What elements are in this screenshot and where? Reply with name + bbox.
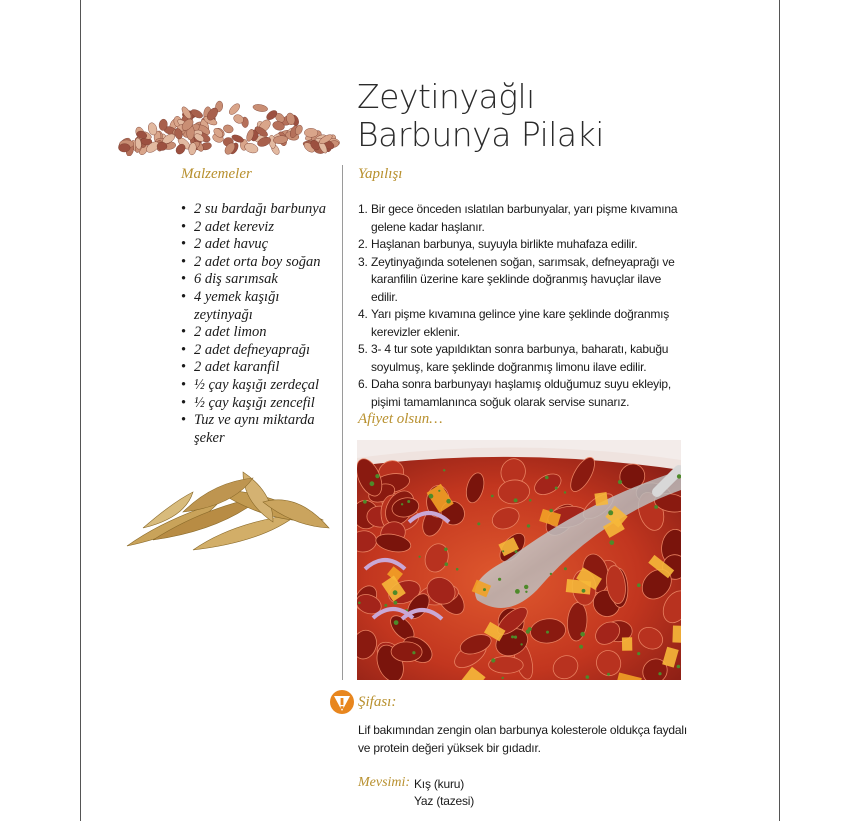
carrot-piece — [566, 579, 592, 595]
parsley-fleck — [525, 591, 527, 593]
parsley-fleck — [429, 494, 434, 499]
page-border-right — [779, 0, 780, 821]
parsley-fleck — [394, 601, 398, 605]
parsley-fleck — [401, 503, 403, 505]
parsley-fleck — [407, 500, 410, 503]
step-number: 4. — [358, 307, 368, 321]
ingredient-item: • 6 diş sarımsak — [181, 271, 341, 289]
parsley-fleck — [514, 636, 517, 639]
parsley-fleck — [444, 548, 448, 552]
parsley-fleck — [549, 509, 553, 513]
method-heading: Yapılışı — [358, 166, 403, 182]
warning-icon — [329, 689, 355, 715]
mevsim-label: Mevsimi: — [358, 775, 411, 790]
parsley-fleck — [491, 658, 495, 662]
ingredient-item: • 2 adet orta boy soğan — [181, 254, 341, 272]
afiyet-olsun-text: Afiyet olsun… — [358, 411, 443, 427]
method-step — [358, 376, 688, 411]
method-step — [358, 306, 688, 341]
parsley-fleck — [654, 505, 658, 509]
ingredient-item: • ½ çay kaşığı zencefil — [181, 395, 341, 413]
parsley-fleck — [564, 567, 567, 570]
parsley-fleck — [582, 589, 586, 593]
step-number: 5. — [358, 342, 368, 356]
step-number: 3. — [358, 254, 368, 269]
mevsim-value: Yaz (tazesi) — [414, 794, 475, 808]
ingredient-item: • 2 adet limon — [181, 324, 341, 342]
parsley-fleck — [514, 498, 518, 502]
bean-shape — [304, 128, 318, 137]
parsley-fleck — [515, 550, 518, 553]
method-step — [358, 341, 688, 376]
ingredient-item: • Tuz ve aynı miktarda şeker — [181, 412, 322, 447]
parsley-fleck — [483, 588, 486, 591]
parsley-fleck — [456, 568, 459, 571]
step-text: Bir gece önceden ıslatılan barbunyalar, yarı pişme kıvamına gelene kadar haşlanır. — [371, 202, 678, 234]
title-line-1: Zeytinyağlı — [357, 77, 535, 116]
page-border-left — [80, 0, 81, 821]
step-number: 6. — [358, 377, 368, 391]
parsley-fleck — [529, 499, 532, 502]
ingredient-item: • 2 adet defneyaprağı — [181, 342, 341, 360]
parsley-fleck — [564, 491, 566, 493]
parsley-fleck — [445, 562, 449, 566]
parsley-fleck — [491, 495, 494, 498]
parsley-fleck — [438, 490, 440, 492]
parsley-fleck — [515, 589, 520, 594]
column-divider — [342, 165, 343, 680]
parsley-fleck — [555, 487, 558, 490]
parsley-fleck — [502, 550, 504, 552]
parsley-fleck — [419, 556, 421, 558]
ingredient-item: • 4 yemek kaşığı zeytinyağı — [181, 289, 299, 324]
bay-leaves-image — [123, 462, 335, 552]
parsley-fleck — [363, 500, 367, 504]
parsley-fleck — [520, 643, 522, 645]
step-text: Daha sonra barbunyayı haşlamış olduğumuz suyu ekleyip, pişimi tamamlanınca soğuk olarak servise sunarız. — [371, 377, 672, 409]
method-steps — [358, 201, 688, 411]
parsley-fleck — [446, 499, 451, 504]
carrot-piece — [672, 626, 681, 644]
parsley-fleck — [443, 469, 445, 471]
parsley-fleck — [545, 476, 549, 480]
method-step — [358, 236, 688, 254]
parsley-fleck — [393, 590, 398, 595]
parsley-fleck — [546, 631, 549, 634]
parsley-fleck — [618, 480, 622, 484]
parsley-fleck — [677, 665, 681, 669]
step-text: Haşlanan barbunya, suyuyla birlikte muhafaza edilir. — [371, 237, 638, 251]
step-number: 2. — [358, 237, 368, 251]
photo-bean-shape — [391, 642, 422, 662]
parsley-fleck — [527, 524, 530, 527]
ingredients-heading: Malzemeler — [181, 166, 252, 182]
parsley-fleck — [358, 602, 361, 605]
title-line-2: Barbunya Pilaki — [357, 115, 604, 154]
parsley-fleck — [637, 583, 641, 587]
ingredients-list — [181, 201, 341, 447]
parsley-fleck — [370, 481, 375, 486]
ingredient-item: • 2 adet kereviz — [181, 219, 341, 237]
parsley-fleck — [608, 510, 613, 515]
sifa-text: Lif bakımından zengin olan barbunya kolesterole oldukça faydalı ve protein değeri yüksek bir gıdadır. — [358, 723, 687, 755]
parsley-fleck — [524, 585, 528, 589]
page-title — [357, 78, 604, 154]
parsley-fleck — [526, 630, 530, 634]
bean-shape — [227, 102, 241, 117]
parsley-fleck — [579, 645, 583, 649]
mevsim-values — [414, 776, 474, 810]
pilaki-photo — [357, 440, 681, 680]
parsley-fleck — [498, 578, 501, 581]
step-text: Zeytinyağında sotelenen soğan, sarımsak, defneyaprağı ve karanfilin üzerine kare şeklinde doğranmış havuçlar ilave edilir. — [371, 254, 675, 304]
parsley-fleck — [609, 540, 614, 545]
parsley-fleck — [384, 604, 387, 607]
parsley-fleck — [580, 632, 585, 637]
method-step — [358, 201, 688, 236]
ingredient-item: • 2 su bardağı barbunya — [181, 201, 341, 219]
ingredient-item: • 2 adet havuç — [181, 236, 341, 254]
step-text: 3- 4 tur sote yapıldıktan sonra barbunya, baharatı, kabuğu soyulmuş, kare şeklinde doğranmış limonu ilave edilir. — [371, 342, 669, 374]
parsley-fleck — [375, 474, 379, 478]
parsley-fleck — [658, 672, 661, 675]
sifa-heading: Şifası: — [358, 694, 397, 710]
parsley-fleck — [412, 651, 415, 654]
beans-image — [116, 92, 346, 156]
parsley-fleck — [502, 677, 504, 679]
parsley-fleck — [477, 522, 480, 525]
parsley-fleck — [637, 652, 640, 655]
carrot-piece — [622, 637, 632, 650]
parsley-fleck — [550, 573, 552, 575]
ingredient-item: • 2 adet karanfil — [181, 359, 341, 377]
step-number: 1. — [358, 202, 368, 216]
step-text: Yarı pişme kıvamına gelince yine kare şeklinde doğranmış kerevizler eklenir. — [371, 307, 670, 339]
ingredient-item: • ½ çay kaşığı zerdeçal — [181, 377, 341, 395]
bean-shape — [252, 103, 268, 112]
method-step — [358, 254, 688, 307]
parsley-fleck — [586, 675, 590, 679]
parsley-fleck — [607, 673, 610, 676]
carrot-piece — [594, 492, 608, 506]
parsley-fleck — [394, 620, 399, 625]
mevsim-value: Kış (kuru) — [414, 777, 465, 791]
parsley-fleck — [511, 635, 514, 638]
